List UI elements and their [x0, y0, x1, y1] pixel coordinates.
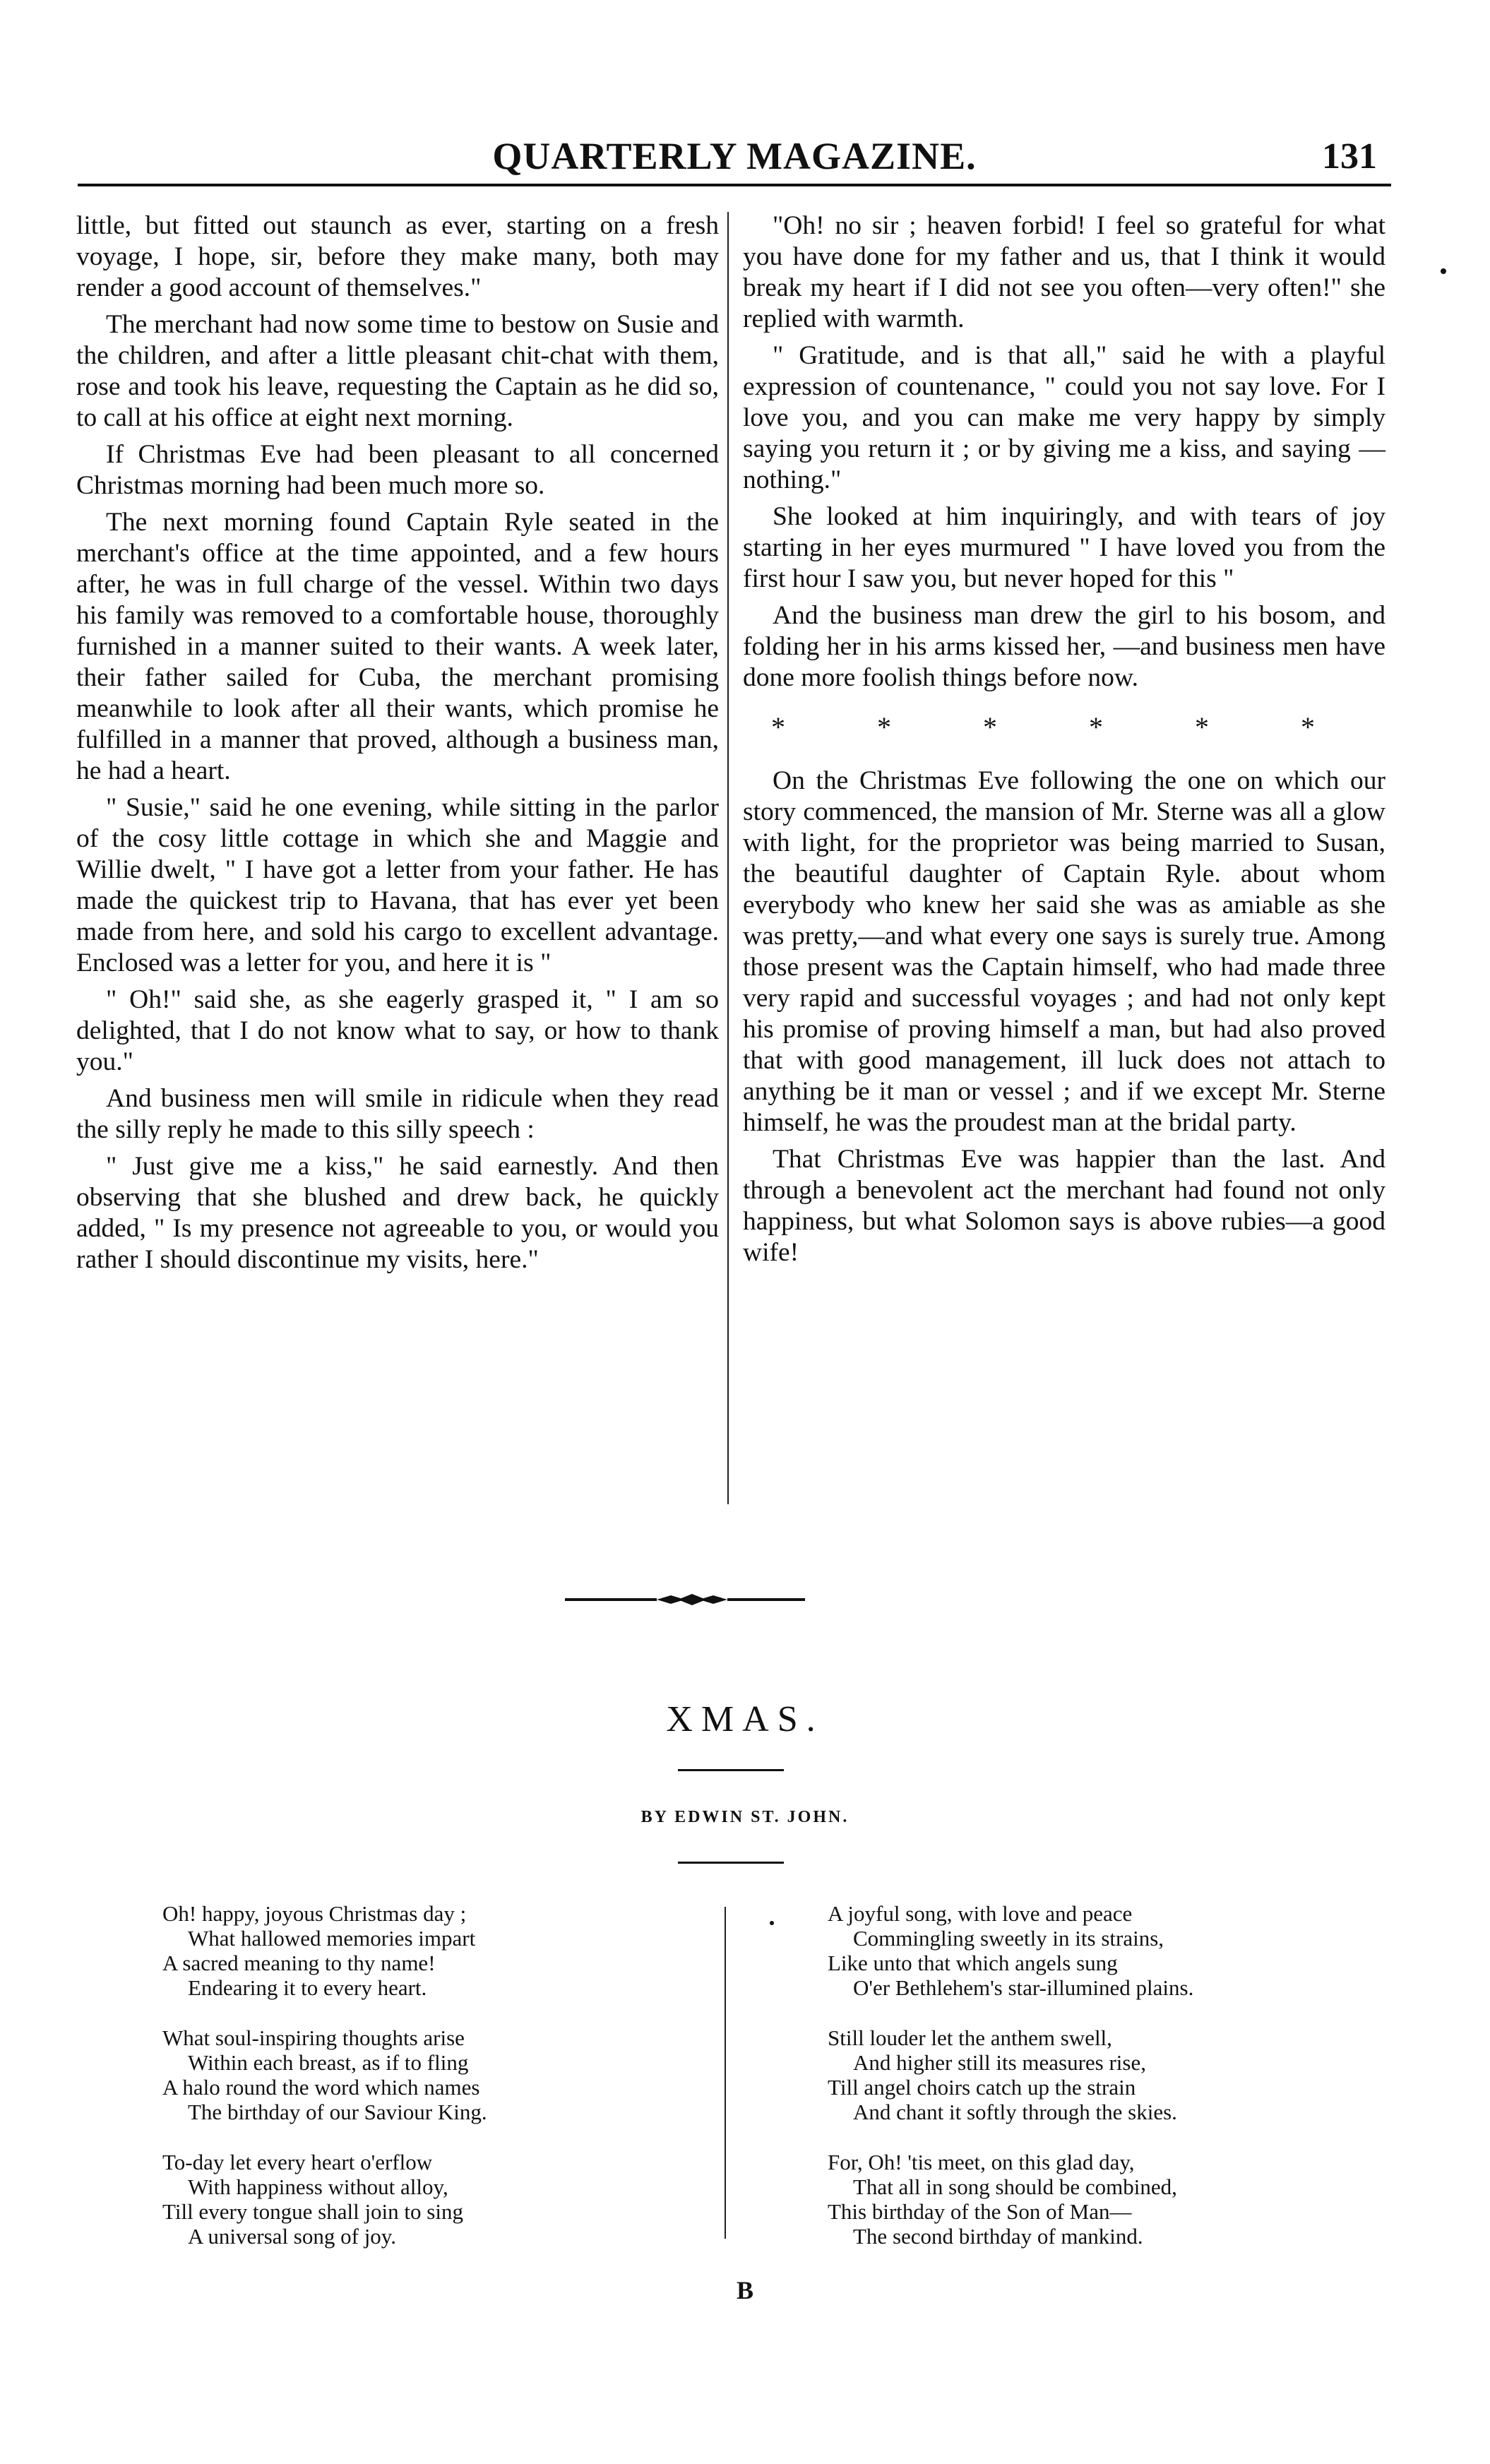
stanza — [828, 2025, 1193, 2124]
verse-line: O'er Bethlehem's star-illumined plains. — [853, 1975, 1194, 2000]
paragraph: " Just give me a kiss," he said earnestly. And then observing that she blushed and drew back, he quickly added, " Is my presence not agreeable to you, or would you rather I should discontinue my visits, here." — [76, 1152, 719, 1274]
paragraph: little, but fitted out staunch as ever, starting on a fresh voyage, I hope, sir, before they make many, both may render a good account of themselves." — [76, 211, 719, 302]
paragraph: And the business man drew the girl to his bosom, and folding her in his arms kissed her, —and business men have done more foolish things before now. — [743, 601, 1385, 692]
paragraph: If Christmas Eve had been pleasant to all concerned Christmas morning had been much more so. — [76, 440, 719, 500]
verse-line: Till every tongue shall join to sing — [162, 2199, 463, 2224]
paragraph: And business men will smile in ridicule when they read the silly reply he made to this silly speech : — [76, 1084, 719, 1144]
column-rule — [727, 212, 729, 1504]
verse-line: Till angel choirs catch up the strain — [828, 2075, 1136, 2100]
running-title: QUARTERLY MAGAZINE. — [492, 135, 977, 177]
poem-column-right — [828, 1901, 1193, 2274]
verse-line: Like unto that which angels sung — [828, 1951, 1118, 1975]
verse-line: The second birthday of mankind. — [853, 2224, 1143, 2249]
verse-line: A universal song of joy. — [188, 2224, 397, 2249]
verse-line: For, Oh! 'tis meet, on this glad day, — [828, 2150, 1135, 2174]
verse-line: With happiness without alloy, — [188, 2174, 448, 2199]
paragraph: The merchant had now some time to bestow on Susie and the children, and after a little pleasant chit-chat with them, rose and took his leave, requesting the Captain as he did so, to call at his office at eight next morning. — [76, 310, 719, 432]
verse-line: Oh! happy, joyous Christmas day ; — [162, 1901, 467, 1926]
margin-speck — [770, 1921, 774, 1925]
verse-line: What soul-inspiring thoughts arise — [162, 2025, 465, 2050]
running-head — [78, 134, 1391, 186]
stanza — [162, 2025, 487, 2124]
title-rule — [678, 1769, 784, 1771]
paragraph: " Gratitude, and is that all," said he with a playful expression of countenance, " could you not say love. For I love you, and you can make me very happy by simply saying you return it ; or by giving me a kiss, and saying —nothing." — [743, 341, 1385, 494]
poem-byline: BY EDWIN ST. JOHN. — [640, 1808, 850, 1826]
verse-line: Commingling sweetly in its strains, — [853, 1926, 1164, 1951]
verse-line: And higher still its measures rise, — [853, 2050, 1146, 2075]
ornament-divider — [565, 1593, 805, 1607]
verse-line: A joyful song, with love and peace — [828, 1901, 1133, 1926]
paragraph: " Oh!" said she, as she eagerly grasped it, " I am so delighted, that I do not know what to say, or how to thank you." — [76, 985, 719, 1076]
poem-title: XMAS. — [666, 1699, 824, 1739]
stanza — [828, 2150, 1193, 2249]
verse-line: A halo round the word which names — [162, 2075, 480, 2100]
section-break-asterisks: * * * * * * — [771, 711, 1357, 743]
signature-mark: B — [736, 2276, 753, 2304]
stanza — [828, 1901, 1193, 2000]
verse-line: And chant it softly through the skies. — [853, 2100, 1177, 2124]
verse-line: Within each breast, as if to fling — [188, 2050, 469, 2075]
byline-rule — [678, 1862, 784, 1864]
stanza — [162, 2150, 487, 2249]
verse-line: What hallowed memories impart — [188, 1926, 476, 1951]
paragraph: " Susie," said he one evening, while sitting in the parlor of the cosy little cottage in which she and Maggie and Willie dwelt, " I have got a letter from your father. He has made the quickest trip to Havana, that has ever yet been made from here, and sold his cargo to excellent advantage. Enclosed was a letter for you, and here it is " — [76, 793, 719, 977]
verse-line: That all in song should be combined, — [853, 2174, 1177, 2199]
paragraph: "Oh! no sir ; heaven forbid! I feel so grateful for what you have done for my father and us, that I think it would break my heart if I did not see you often—very often!" she replied with warmth. — [743, 211, 1385, 333]
verse-line: To-day let every heart o'erflow — [162, 2150, 433, 2174]
story-column-left — [76, 210, 719, 1281]
verse-line: This birthday of the Son of Man— — [828, 2199, 1132, 2224]
verse-line: The birthday of our Saviour King. — [188, 2100, 487, 2124]
paragraph: That Christmas Eve was happier than the last. And through a benevolent act the merchant had found not only happiness, but what Solomon says is above rubies—a good wife! — [743, 1145, 1385, 1267]
verse-line: Endearing it to every heart. — [188, 1975, 427, 2000]
paragraph: The next morning found Captain Ryle seated in the merchant's office at the time appointed, and a few hours after, he was in full charge of the vessel. Within two days his family was removed to a comfortable house, thoroughly furnished in a manner suited to their wants. A week later, their father sailed for Cuba, the merchant promising meanwhile to look after all their wants, which promise he fulfilled in a manner that proved, although a business man, he had a heart. — [76, 508, 719, 785]
margin-speck — [1441, 268, 1446, 274]
page-number: 131 — [1322, 136, 1377, 177]
paragraph: She looked at him inquiringly, and with tears of joy starting in her eyes murmured " I have loved you from the first hour I saw you, but never hoped for this " — [743, 502, 1385, 593]
verse-line: Still louder let the anthem swell, — [828, 2025, 1112, 2050]
story-column-right — [743, 210, 1385, 1274]
poem-column-left — [162, 1901, 487, 2274]
verse-line: A sacred meaning to thy name! — [162, 1951, 436, 1975]
paragraph: On the Christmas Eve following the one on which our story commenced, the mansion of Mr. Sterne was all a glow with light, for the proprietor was being married to Susan, the beautiful daughter of Captain Ryle. about whom everybody who knew her said she was as amiable as she was pretty,—and what every one says is surely true. Among those present was the Captain himself, who had made three very rapid and successful voyages ; and had not only kept his promise of proving himself a man, but had also proved that with good management, ill luck does not attach to anything be it man or vessel ; and if we except Mr. Sterne himself, he was the proudest man at the bridal party. — [743, 766, 1385, 1137]
poem-column-rule — [725, 1907, 726, 2239]
stanza — [162, 1901, 487, 2000]
